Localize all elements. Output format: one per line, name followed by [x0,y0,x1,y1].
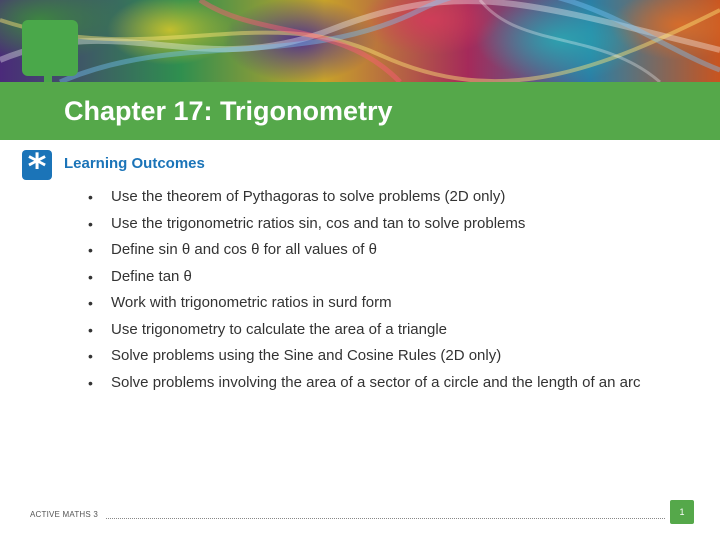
bullet-icon: • [88,268,93,285]
footer-divider [106,518,665,519]
slide-title: Chapter 17: Trigonometry [64,96,393,126]
learning-outcome-item [88,264,678,291]
learning-outcome-text: Define tan θ [111,267,192,285]
learning-outcome-item [88,370,678,397]
learning-outcome-item [88,290,678,317]
learning-outcome-item [88,237,678,264]
bullet-icon: • [88,189,93,205]
learning-outcome-item [88,317,678,344]
learning-outcome-item [88,211,678,238]
learning-outcomes-list [88,184,678,396]
learning-outcome-item [88,343,678,370]
bullet-icon: • [88,295,93,311]
bullet-icon: • [88,374,93,391]
learning-outcome-text: Solve problems involving the area of a sector of a circle and the length of an arc [111,373,641,391]
page-number-badge: 1 [670,500,694,524]
bullet-icon: • [88,215,93,232]
decorative-banner [0,0,720,82]
banner-swirls [0,0,720,82]
learning-outcome-text: Work with trigonometric ratios in surd form [111,294,392,311]
learning-outcome-text: Use the trigonometric ratios sin, cos and tan to solve problems [111,214,526,232]
footer-publisher-label: ACTIVE MATHS 3 [30,510,98,519]
learning-outcome-text: Use trigonometry to calculate the area of a triangle [111,320,448,338]
learning-outcome-text: Define sin θ and cos θ for all values of θ [111,241,377,258]
bullet-icon: • [88,242,93,258]
asterisk-icon: * [22,150,52,180]
learning-outcomes-heading: Learning Outcomes [64,155,205,172]
learning-outcome-text: Use the theorem of Pythagoras to solve problems (2D only) [111,188,506,205]
bullet-icon: • [88,348,93,364]
logo-square [22,20,78,76]
bullet-icon: • [88,321,93,338]
learning-outcome-item [88,184,678,211]
learning-outcome-text: Solve problems using the Sine and Cosine Rules (2D only) [111,347,502,364]
